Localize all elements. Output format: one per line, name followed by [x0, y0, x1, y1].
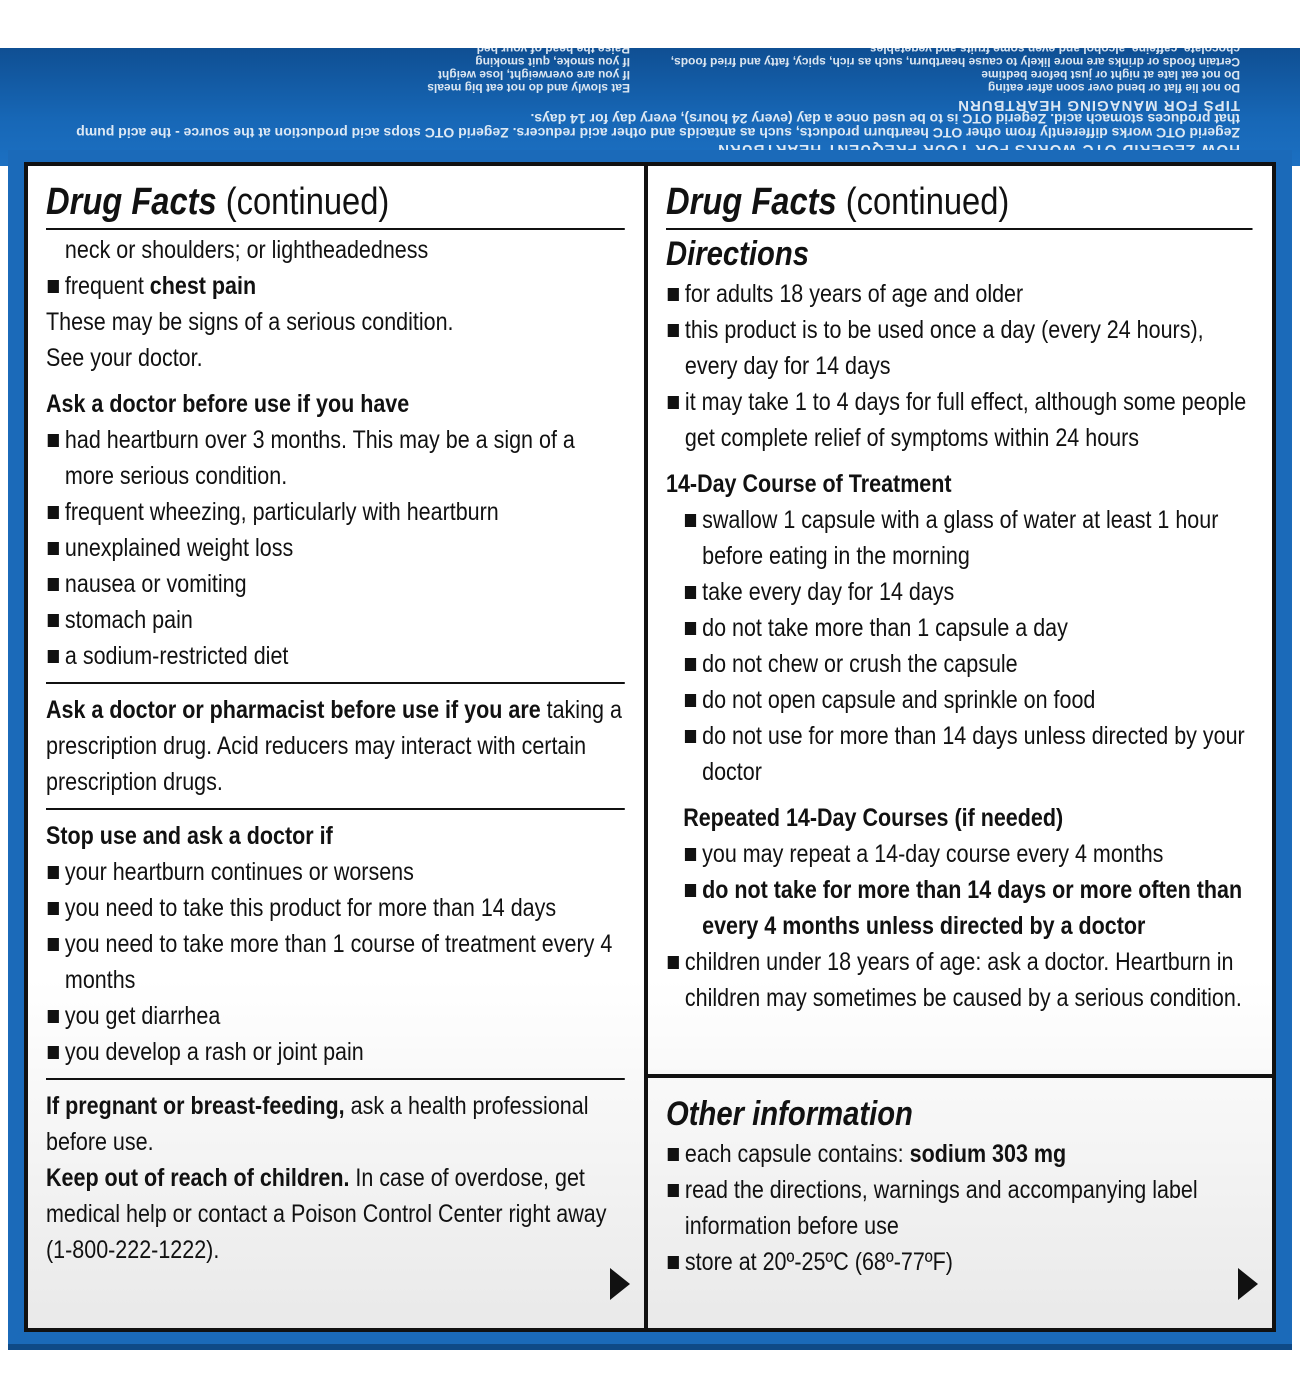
list-item: stomach pain [46, 602, 625, 638]
list-item: your heartburn continues or worsens [46, 854, 625, 890]
list-item: you develop a rash or joint pain [46, 1034, 625, 1070]
list-item: do not open capsule and sprinkle on food [683, 682, 1252, 718]
sodium-content-item: each capsule contains: sodium 303 mg [666, 1136, 1253, 1172]
continue-arrow-icon [610, 1268, 630, 1300]
ask-doctor-title: Ask a doctor before use if you have [46, 390, 410, 418]
repeat-courses-title: Repeated 14-Day Courses (if needed) [683, 804, 1064, 832]
section-divider [46, 808, 625, 810]
storage-item: store at 20º-25ºC (68º-77ºF) [666, 1244, 1253, 1280]
serious-condition-text: These may be signs of a serious condition. [46, 308, 454, 336]
list-item: do not use for more than 14 days unless directed by your doctor [683, 718, 1252, 790]
see-doctor-text: See your doctor. [46, 344, 203, 372]
continue-arrow-icon [1238, 1268, 1258, 1300]
other-information-title: Other information [666, 1095, 913, 1133]
flipped-tips-right: Eat slowly and do not eat big meals If you are overweight, lose weight If you smoke, quit smoking Raise the head of your bed Wear loose-fitting clothing around your stomach [352, 29, 630, 95]
list-item: nausea or vomiting [46, 566, 625, 602]
list-item: had heartburn over 3 months. This may be a sign of a more serious condition. [46, 422, 625, 494]
drug-facts-right-panel [648, 162, 1276, 1332]
continued-warning-line: neck or shoulders; or lightheadedness [64, 236, 429, 264]
list-item: you may repeat a 14-day course every 4 months [683, 836, 1252, 872]
other-information-section [648, 1074, 1272, 1328]
list-item: do not take more than 1 capsule a day [683, 610, 1252, 646]
stop-use-title: Stop use and ask a doctor if [46, 822, 333, 850]
course-title: 14-Day Course of Treatment [666, 470, 952, 498]
drug-facts-left-panel [24, 162, 648, 1332]
list-item: a sodium-restricted diet [46, 638, 625, 674]
keep-out-of-reach: Keep out of reach of children. In case of overdose, get medical help or contact a Poison Control Center right away (1-800-222-1222). [46, 1164, 607, 1264]
list-item: frequent wheezing, particularly with heartburn [46, 494, 625, 530]
flipped-tips-title: TIPS FOR MANAGING HEARTBURN [957, 97, 1240, 114]
list-item: do not take for more than 14 days or more often than every 4 months unless directed by a doctor [683, 872, 1252, 944]
list-item: unexplained weight loss [46, 530, 625, 566]
section-divider [46, 682, 625, 684]
list-item: read the directions, warnings and accompanying label information before use [666, 1172, 1253, 1244]
list-item: swallow 1 capsule with a glass of water at least 1 hour before eating in the morning [683, 502, 1252, 574]
directions-title: Directions [666, 235, 809, 273]
section-divider [46, 1078, 625, 1080]
box-top-flap [0, 29, 1300, 166]
list-item: you get diarrhea [46, 998, 625, 1034]
list-item: you need to take more than 1 course of treatment every 4 months [46, 926, 625, 998]
pharmacist-warning: Ask a doctor or pharmacist before use if you are taking a prescription drug. Acid reducers may interact with certain prescription drugs. [46, 696, 622, 796]
list-item: it may take 1 to 4 days for full effect, although some people get complete relief of symptoms within 24 hours [666, 384, 1253, 456]
list-item: you need to take this product for more than 14 days [46, 890, 625, 926]
children-warning: children under 18 years of age: ask a doctor. Heartburn in children may sometimes be caused by a serious condition. [666, 944, 1253, 1016]
list-item: do not chew or crush the capsule [683, 646, 1252, 682]
list-item: this product is to be used once a day (every 24 hours), every day for 14 days [666, 312, 1253, 384]
drug-facts-header-right: Drug Facts (continued) [666, 180, 1253, 230]
flipped-tips-left: Do not lie flat or bend over soon after eating Do not eat late at night or just before bedtime Certain foods or drinks are more likely to cause heartburn, such as rich, spicy, fatty and fried foods, chocolate, caffeine, alcohol and even some fruits and vegetables [670, 42, 1240, 95]
list-item: take every day for 14 days [683, 574, 1252, 610]
list-item: for adults 18 years of age and older [666, 276, 1253, 312]
pregnancy-warning: If pregnant or breast-feeding, ask a health professional before use. [46, 1092, 589, 1156]
chest-pain-item: frequent chest pain [46, 268, 625, 304]
flipped-body: Zegerid OTC works differently from other OTC heartburn products, such as antacids and other acid reducers. Zegerid OTC stops acid production at the source - the acid pump that produces stomach acid. Zegerid OTC is to be used once a day (every 24 hours), every day for 14 days. [76, 111, 1240, 141]
drug-facts-header-left: Drug Facts (continued) [46, 180, 625, 230]
upside-down-panel-text [60, 29, 1240, 156]
